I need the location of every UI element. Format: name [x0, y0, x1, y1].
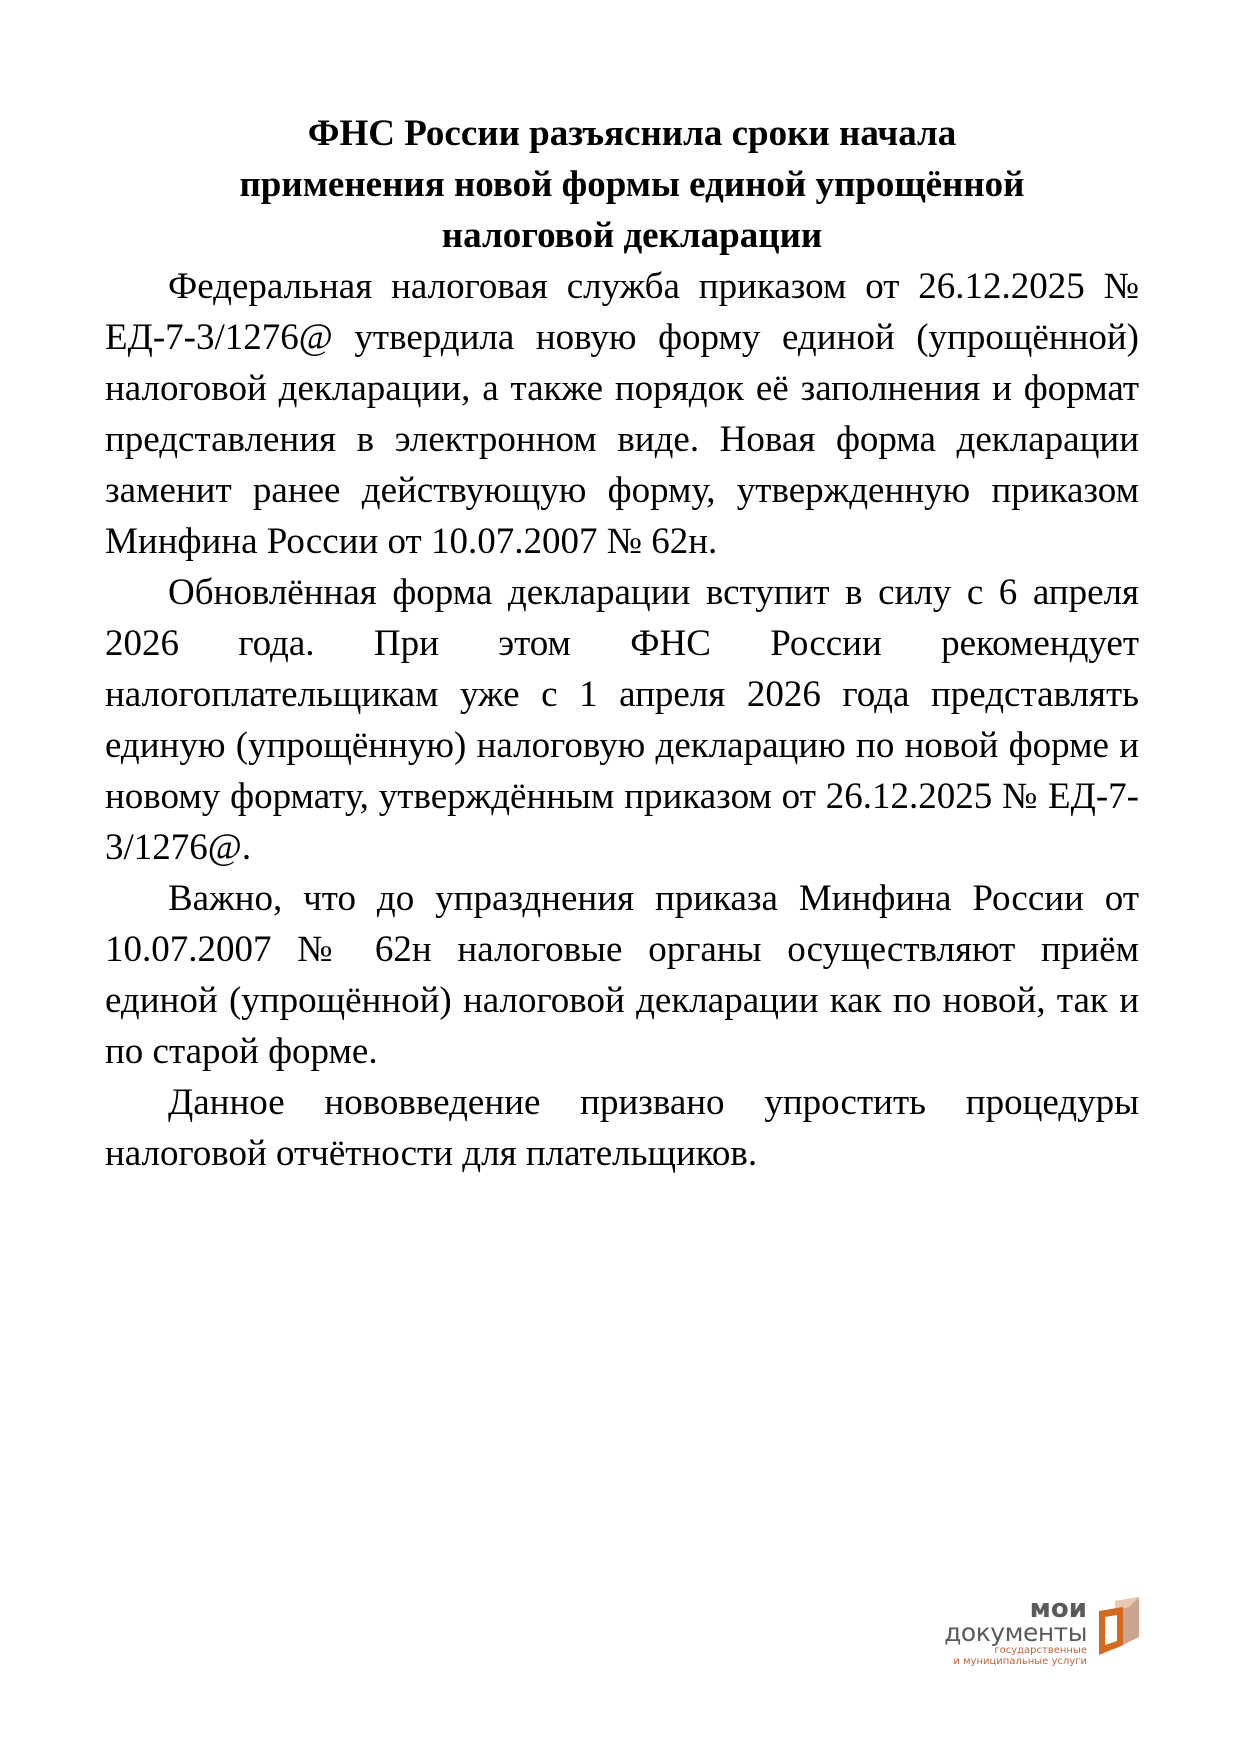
document-title: [105, 108, 1139, 261]
logo-line-1: мои: [1029, 1594, 1087, 1624]
logo-line-2: документы: [944, 1618, 1087, 1647]
title-line-3: налоговой декларации: [441, 215, 823, 256]
logo-line-3: государственные: [994, 1645, 1087, 1656]
moi-dokumenty-logo: [925, 1594, 1145, 1677]
paragraph-2: Обновлённая форма декларации вступит в силу с 6 апреля 2026 года. При этом ФНС России рекомендует налогоплательщикам уже с 1 апреля 2026 года представлять единую (упрощённую) налоговую декларацию по новой форме и новому формату, утверждённым приказом от 26.12.2025 № ЕД-7-3/1276@.: [105, 572, 1139, 868]
paragraph-3: Важно, что до упразднения приказа Минфина России от 10.07.2007 № 62н налоговые органы осуществляют приём единой (упрощённой) налоговой декларации как по новой, так и по старой форме.: [105, 878, 1139, 1072]
logo-text: [944, 1594, 1087, 1667]
logo-line-4: и муниципальные услуги: [953, 1656, 1087, 1667]
title-line-1: ФНС России разъяснила сроки начала: [307, 113, 957, 154]
document-page: [105, 108, 1139, 1179]
paragraph-4: Данное нововведение призвано упростить процедуры налоговой отчётности для плательщиков.: [105, 1082, 1139, 1174]
paragraph-1: Федеральная налоговая служба приказом от 26.12.2025 № ЕД-7-3/1276@ утвердила новую форму единой (упрощённой) налоговой декларации, а также порядок её заполнения и формат представления в электронном виде. Новая форма декларации заменит ранее действующую форму, утвержденную приказом Минфина России от 10.07.2007 № 62н.: [105, 266, 1139, 562]
moi-dokumenty-logo-icon: [1093, 1597, 1145, 1657]
title-line-2: применения новой формы единой упрощённой: [239, 164, 1025, 205]
